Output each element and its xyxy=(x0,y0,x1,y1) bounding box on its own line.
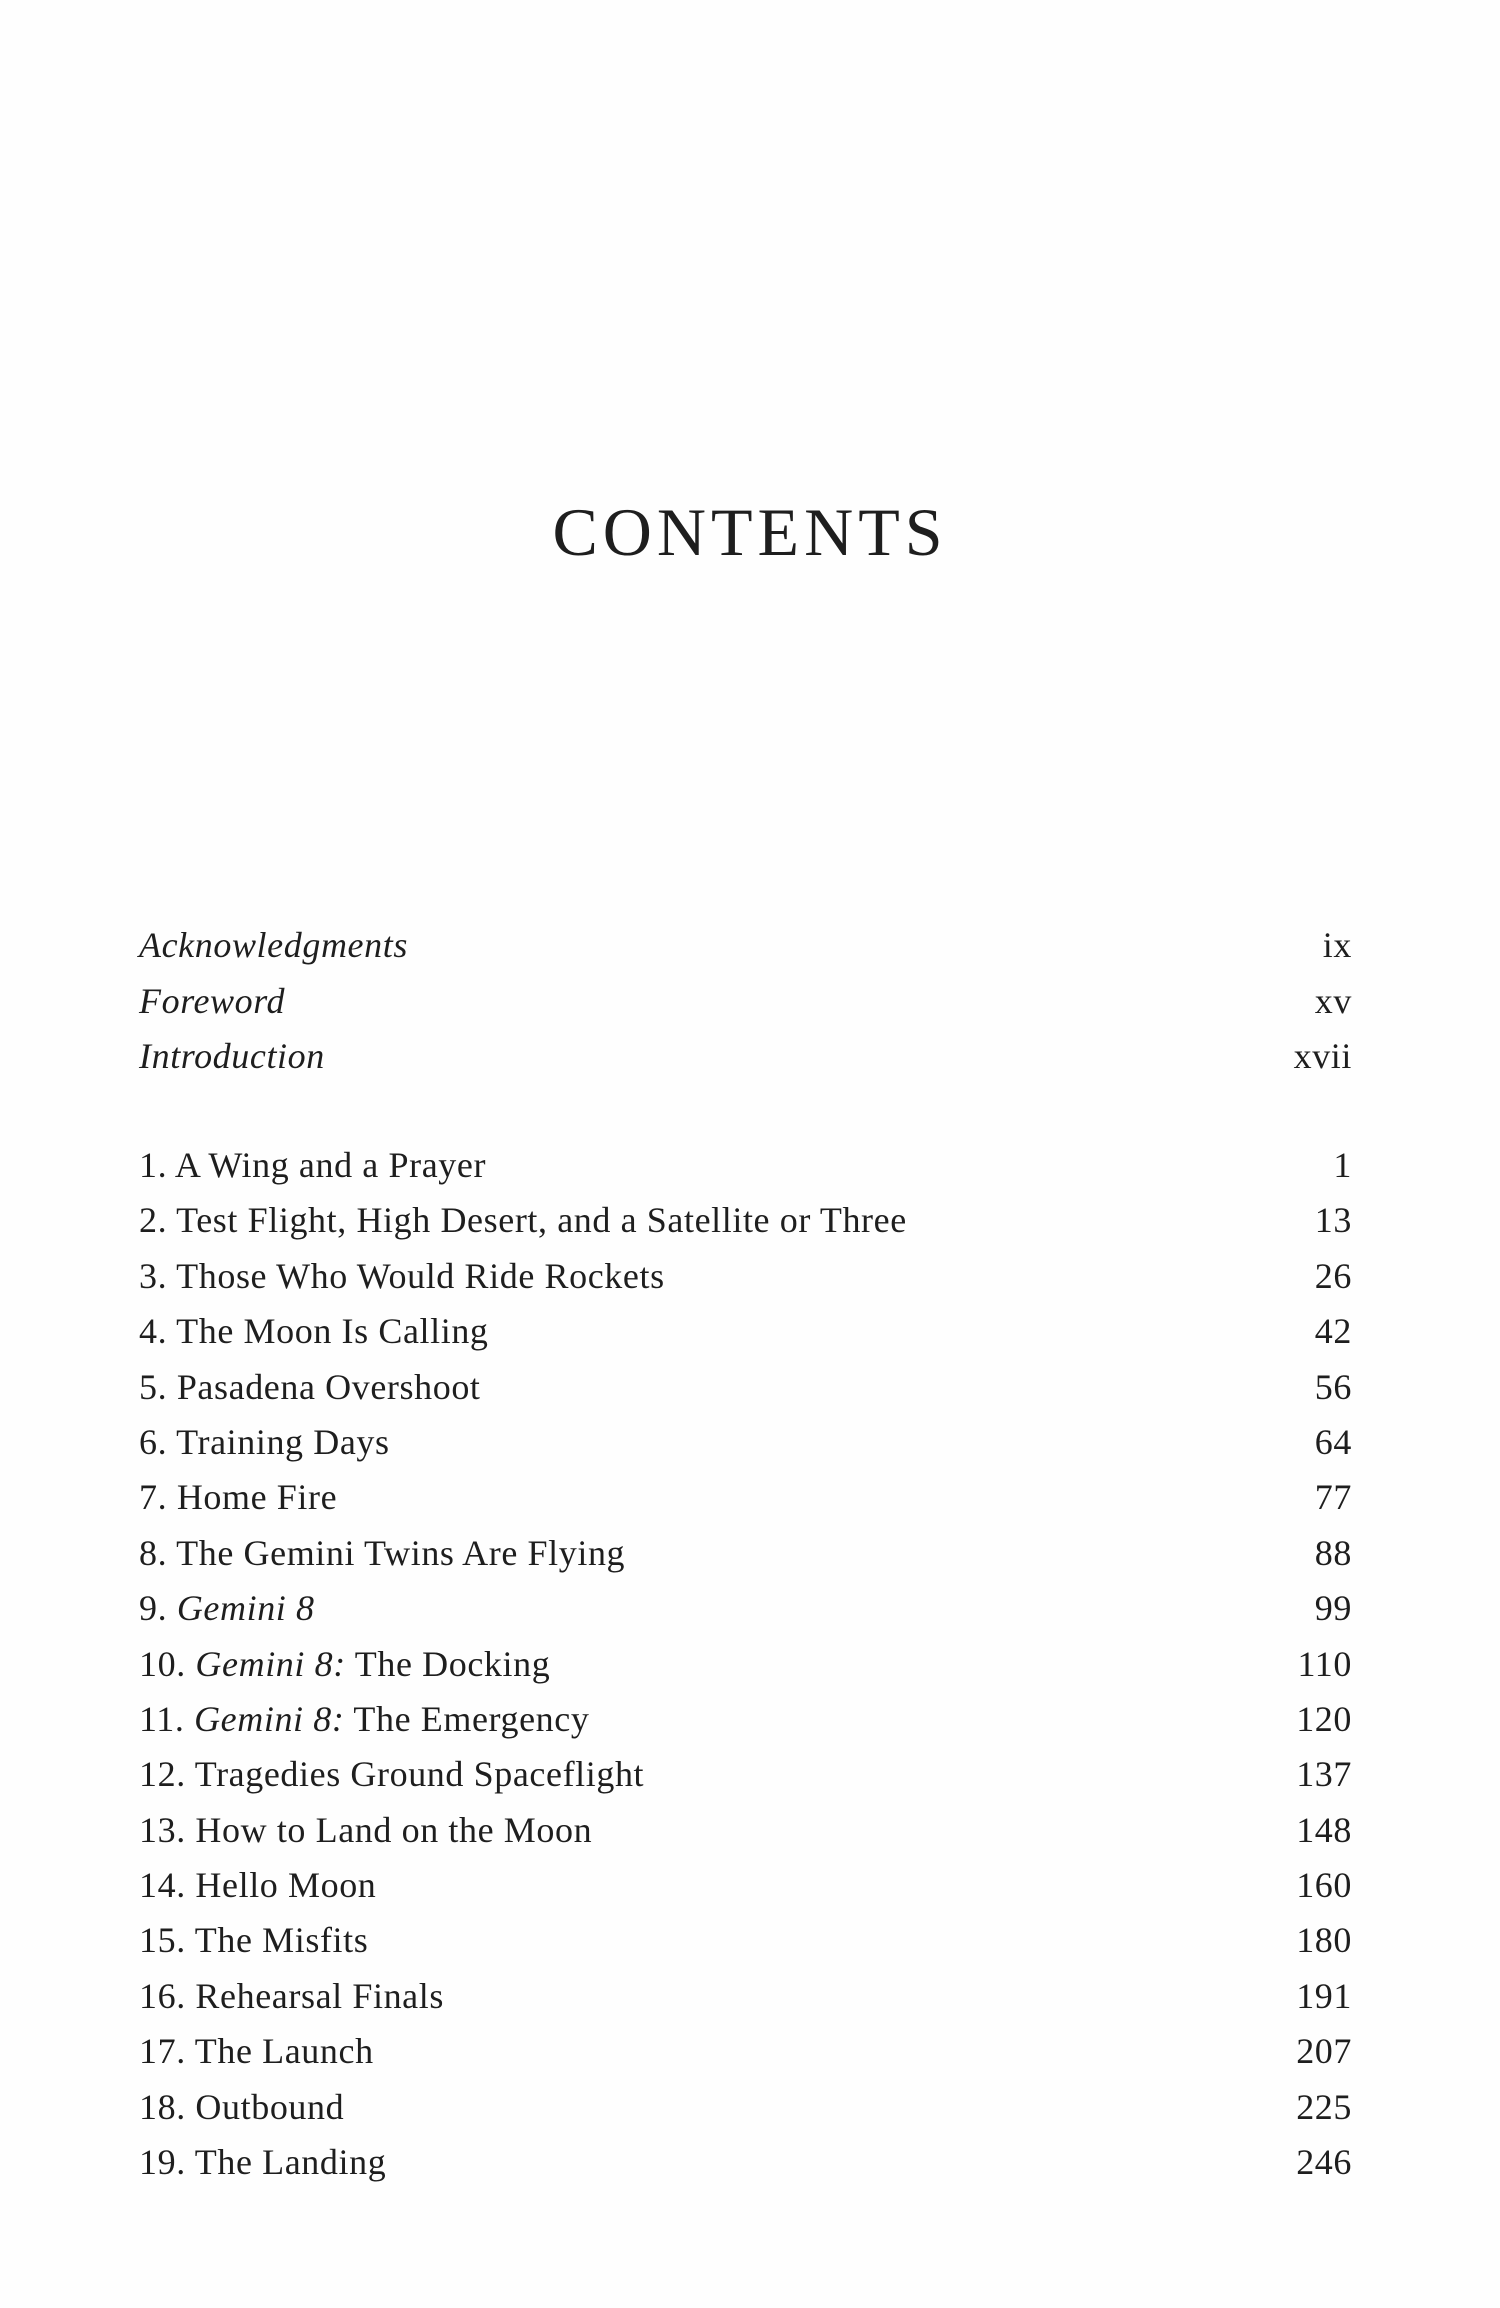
chapter-title-italic: Gemini 8 xyxy=(176,1588,315,1629)
entry-page-number: ix xyxy=(1322,925,1352,965)
chapter-number: 14. xyxy=(139,1865,186,1906)
chapter-title: Those Who Would Ride Rockets xyxy=(176,1255,665,1296)
chapter-number: 1. xyxy=(139,1145,168,1185)
entry-title xyxy=(139,1144,486,1186)
entry-page-number: 64 xyxy=(1314,1421,1352,1462)
toc-entry xyxy=(139,1587,1352,1642)
entry-title xyxy=(139,1421,390,1463)
chapter-title: Hello Moon xyxy=(195,1865,377,1906)
chapter-number: 12. xyxy=(139,1754,186,1795)
toc-entry xyxy=(139,924,1352,980)
entry-title xyxy=(139,2086,344,2128)
entry-title xyxy=(139,1476,337,1518)
entry-page-number: 160 xyxy=(1296,1865,1352,1906)
chapter-title: A Wing and a Prayer xyxy=(174,1145,487,1185)
entry-page-number: 1 xyxy=(1333,1145,1352,1185)
chapter-title: Tragedies Ground Spaceflight xyxy=(194,1754,645,1795)
toc-entry xyxy=(139,2030,1352,2085)
chapter-number: 5. xyxy=(139,1366,168,1407)
chapter-title-italic: Gemini 8: xyxy=(195,1643,346,1684)
entry-title xyxy=(139,1643,550,1685)
toc-entry xyxy=(139,1255,1352,1310)
toc-entry xyxy=(139,1421,1352,1476)
entry-page-number: xv xyxy=(1314,980,1352,1021)
chapter-number: 17. xyxy=(139,2031,186,2072)
entry-title xyxy=(139,1310,489,1352)
entry-title xyxy=(139,1753,644,1795)
chapter-title: How to Land on the Moon xyxy=(195,1809,593,1850)
toc-entry xyxy=(139,1366,1352,1421)
entry-page-number: 77 xyxy=(1314,1477,1352,1518)
toc-entry xyxy=(139,1809,1352,1864)
chapter-number: 8. xyxy=(139,1532,168,1573)
entry-title xyxy=(139,1587,315,1629)
toc-entry xyxy=(139,1144,1352,1199)
entry-page-number: 110 xyxy=(1297,1643,1352,1684)
entry-page-number: 137 xyxy=(1296,1754,1352,1795)
chapter-number: 19. xyxy=(139,2142,186,2183)
entry-title xyxy=(139,1698,589,1740)
toc-entry xyxy=(139,1476,1352,1531)
entry-page-number: 120 xyxy=(1296,1698,1352,1739)
entry-title: Foreword xyxy=(139,980,286,1021)
entry-title xyxy=(139,1255,665,1297)
chapter-number: 15. xyxy=(139,1920,186,1961)
entry-page-number: 225 xyxy=(1296,2086,1352,2127)
entry-page-number: 191 xyxy=(1296,1975,1352,2016)
entry-page-number: 207 xyxy=(1296,2031,1352,2072)
chapter-number: 10. xyxy=(139,1643,186,1684)
toc-entry xyxy=(139,1532,1352,1587)
entry-title xyxy=(139,1532,625,1574)
chapter-title: The Emergency xyxy=(353,1698,590,1739)
entry-page-number: 26 xyxy=(1314,1255,1352,1296)
entry-page-number: 13 xyxy=(1314,1200,1352,1241)
chapter-number: 3. xyxy=(139,1255,168,1296)
chapter-number: 2. xyxy=(139,1200,168,1241)
toc-entry xyxy=(139,1199,1352,1254)
entry-title xyxy=(139,1199,907,1241)
chapter-title-italic: Gemini 8: xyxy=(194,1698,345,1739)
chapter-title: Pasadena Overshoot xyxy=(176,1366,481,1407)
entry-title xyxy=(139,2141,386,2183)
chapter-number: 9. xyxy=(139,1588,168,1629)
toc-entry xyxy=(139,1698,1352,1753)
chapter-title: Rehearsal Finals xyxy=(195,1975,444,2016)
entry-page-number: 56 xyxy=(1314,1366,1352,1407)
chapter-list xyxy=(139,1144,1352,2196)
entry-title xyxy=(139,1919,368,1961)
page-title: CONTENTS xyxy=(552,493,948,570)
chapter-title: The Moon Is Calling xyxy=(176,1311,489,1352)
chapter-number: 6. xyxy=(139,1421,168,1462)
chapter-title: The Docking xyxy=(354,1643,551,1684)
entry-title: Acknowledgments xyxy=(139,925,408,965)
entry-page-number: 88 xyxy=(1314,1532,1352,1573)
toc-entry xyxy=(139,1310,1352,1365)
chapter-title: Training Days xyxy=(176,1421,390,1462)
toc-entry xyxy=(139,1919,1352,1974)
toc-entry xyxy=(139,2141,1352,2196)
entry-title xyxy=(139,2030,374,2072)
chapter-number: 18. xyxy=(139,2086,186,2127)
chapter-title: Test Flight, High Desert, and a Satellite or Three xyxy=(176,1200,907,1241)
toc-entry xyxy=(139,1753,1352,1808)
toc-entry xyxy=(139,1864,1352,1919)
entry-title xyxy=(139,1975,444,2017)
entry-page-number: 42 xyxy=(1314,1311,1352,1352)
chapter-title: Outbound xyxy=(195,2086,345,2127)
entry-title xyxy=(139,1366,481,1408)
entry-title xyxy=(139,1864,376,1906)
entry-page-number: xvii xyxy=(1293,1036,1352,1076)
entry-page-number: 180 xyxy=(1296,1920,1352,1961)
entry-title xyxy=(139,1809,592,1851)
front-matter-list xyxy=(139,924,1352,1091)
chapter-title: The Launch xyxy=(194,2031,374,2072)
toc-entry xyxy=(139,980,1352,1036)
toc-entry xyxy=(139,2086,1352,2141)
toc-entry xyxy=(139,1643,1352,1698)
entry-page-number: 99 xyxy=(1314,1588,1352,1629)
chapter-number: 11. xyxy=(139,1698,185,1739)
chapter-title: The Gemini Twins Are Flying xyxy=(176,1532,626,1573)
chapter-number: 7. xyxy=(139,1477,168,1518)
entry-page-number: 246 xyxy=(1296,2142,1352,2183)
chapter-number: 4. xyxy=(139,1311,168,1352)
entry-title: Introduction xyxy=(139,1036,325,1076)
toc-entry xyxy=(139,1975,1352,2030)
entry-page-number: 148 xyxy=(1296,1809,1352,1850)
toc-entry xyxy=(139,1035,1352,1091)
chapter-title: Home Fire xyxy=(176,1477,338,1518)
chapter-number: 16. xyxy=(139,1975,186,2016)
chapter-title: The Misfits xyxy=(194,1920,369,1961)
chapter-number: 13. xyxy=(139,1809,186,1850)
chapter-title: The Landing xyxy=(194,2142,387,2183)
